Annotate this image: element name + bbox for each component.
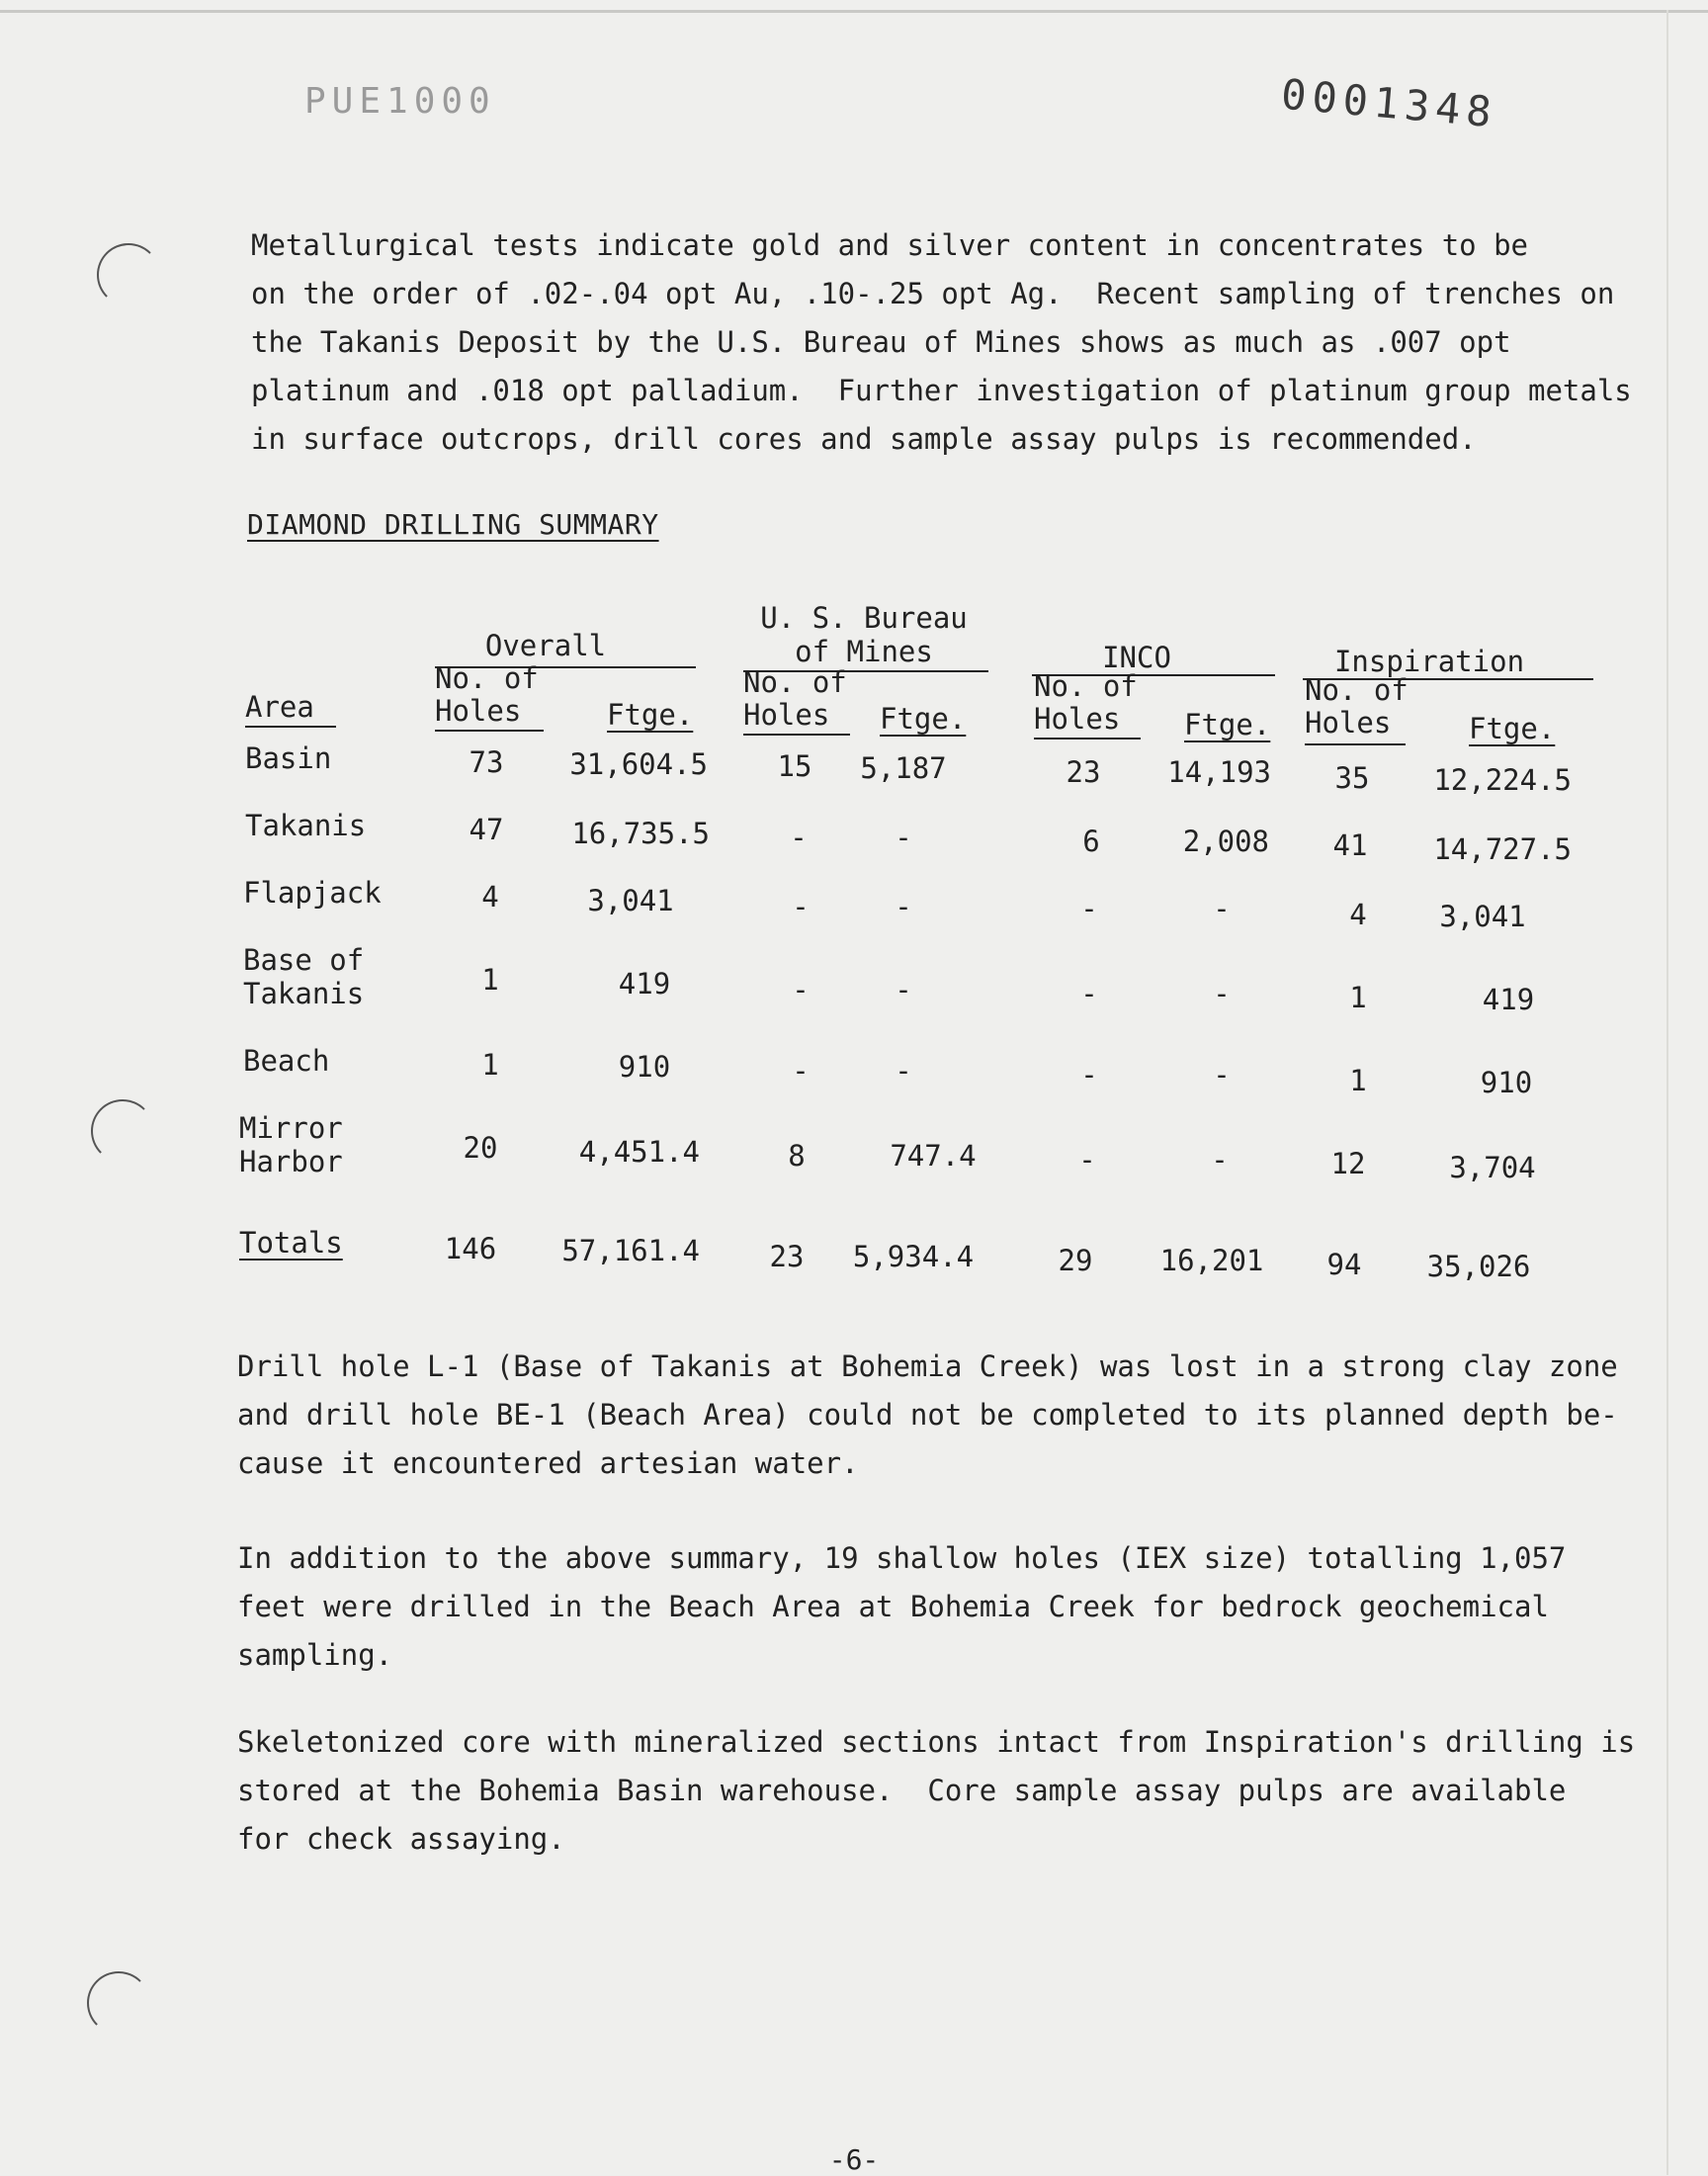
area-cell: Basin xyxy=(245,741,332,775)
area-header-underline xyxy=(245,726,336,728)
punch-hole-middle xyxy=(91,1099,154,1163)
total-cell: 23 xyxy=(769,1240,805,1273)
value-cell: 23 xyxy=(1066,755,1101,789)
value-cell: - xyxy=(790,821,808,854)
value-cell: 1 xyxy=(481,1048,499,1082)
area-header: Area xyxy=(245,690,314,724)
group-header-inco: INCO xyxy=(1102,641,1171,674)
paragraph-line: cause it encountered artesian water. xyxy=(237,1446,859,1480)
value-cell: - xyxy=(895,1054,912,1088)
value-cell: - xyxy=(895,821,912,854)
paragraph-line: and drill hole BE-1 (Beach Area) could not be completed to its planned depth be- xyxy=(237,1398,1618,1432)
value-cell: 1 xyxy=(1349,1064,1367,1097)
page-top-edge xyxy=(0,10,1708,13)
intro-line: Metallurgical tests indicate gold and silver content in concentrates to be xyxy=(251,228,1529,262)
value-cell: 3,704 xyxy=(1449,1151,1536,1184)
holes-header-overall: No. of Holes xyxy=(435,661,539,728)
paragraph-line: In addition to the above summary, 19 shallow holes (IEX size) totalling 1,057 xyxy=(237,1541,1567,1575)
value-cell: 4 xyxy=(481,880,499,914)
paragraph-line: Drill hole L-1 (Base of Takanis at Bohemia Creek) was lost in a strong clay zone xyxy=(237,1349,1618,1383)
total-cell: 35,026 xyxy=(1426,1250,1531,1283)
stamp-right: 0001348 xyxy=(1279,69,1499,137)
page-right-edge xyxy=(1666,10,1668,2175)
holes-header-bureau: No. of Holes xyxy=(743,665,847,732)
stamp-left: PUE1000 xyxy=(304,81,496,122)
value-cell: 41 xyxy=(1332,828,1368,862)
holes-header-inco: No. of Holes xyxy=(1034,669,1138,736)
total-cell: 57,161.4 xyxy=(561,1234,700,1267)
total-cell: 94 xyxy=(1326,1248,1362,1281)
value-cell: - xyxy=(1078,1143,1096,1176)
intro-paragraph xyxy=(251,221,1635,464)
value-cell: 47 xyxy=(469,813,504,846)
value-cell: 747.4 xyxy=(890,1139,977,1173)
ftge-header-overall: Ftge. xyxy=(607,698,694,732)
value-cell: - xyxy=(1080,1058,1098,1091)
area-cell: Mirror Harbor xyxy=(239,1111,343,1178)
value-cell: 73 xyxy=(469,745,504,779)
intro-line: on the order of .02-.04 opt Au, .10-.25 opt Ag. Recent sampling of trenches on xyxy=(251,277,1615,310)
paragraph-line: feet were drilled in the Beach Area at Bohemia Creek for bedrock geochemical xyxy=(237,1590,1549,1623)
value-cell: 3,041 xyxy=(1439,900,1526,933)
value-cell: 2,008 xyxy=(1182,825,1269,858)
intro-line: platinum and .018 opt palladium. Further investigation of platinum group metals xyxy=(251,374,1632,407)
totals-label: Totals xyxy=(239,1226,343,1260)
area-cell: Takanis xyxy=(245,809,367,842)
value-cell: 4 xyxy=(1349,898,1367,931)
value-cell: - xyxy=(895,973,912,1006)
group-header-inspiration: Inspiration xyxy=(1333,645,1525,678)
area-cell: Base of Takanis xyxy=(243,943,365,1010)
holes-header-inco-underline xyxy=(1034,738,1141,740)
value-cell: - xyxy=(1213,892,1231,925)
paragraph-line: for check assaying. xyxy=(237,1822,565,1856)
value-cell: - xyxy=(1080,977,1098,1010)
value-cell: 15 xyxy=(777,749,812,783)
page-number: -6- xyxy=(828,2143,880,2176)
total-cell: 5,934.4 xyxy=(852,1240,975,1273)
ftge-header-bureau: Ftge. xyxy=(880,702,967,736)
value-cell: - xyxy=(1080,892,1098,925)
value-cell: - xyxy=(792,1054,810,1088)
total-cell: 29 xyxy=(1058,1244,1093,1277)
shallow-holes-paragraph xyxy=(237,1534,1621,1680)
drill-hole-paragraph xyxy=(237,1343,1621,1488)
intro-line: the Takanis Deposit by the U.S. Bureau of Mines shows as much as .007 opt xyxy=(251,325,1511,359)
value-cell: 4,451.4 xyxy=(578,1135,700,1169)
area-cell: Beach xyxy=(243,1044,330,1078)
holes-header-overall-underline xyxy=(435,730,544,732)
area-cell: Flapjack xyxy=(243,876,382,910)
value-cell: 6 xyxy=(1082,825,1100,858)
value-cell: - xyxy=(792,973,810,1006)
value-cell: 3,041 xyxy=(587,884,674,917)
total-cell: 16,201 xyxy=(1159,1244,1264,1277)
punch-hole-bottom xyxy=(87,1971,150,2035)
value-cell: - xyxy=(1213,977,1231,1010)
holes-header-inspiration-underline xyxy=(1305,743,1406,745)
group-header-bureau: U. S. Bureau of Mines xyxy=(760,601,968,668)
value-cell: 1 xyxy=(1349,981,1367,1014)
value-cell: 419 xyxy=(1482,983,1535,1016)
value-cell: 14,193 xyxy=(1167,755,1271,789)
paragraph-line: sampling. xyxy=(237,1638,393,1672)
value-cell: 16,735.5 xyxy=(571,817,710,850)
paragraph-line: Skeletonized core with mineralized sections intact from Inspiration's drilling is xyxy=(237,1725,1636,1759)
value-cell: 910 xyxy=(618,1050,671,1084)
value-cell: 910 xyxy=(1480,1066,1533,1099)
ftge-header-inspiration: Ftge. xyxy=(1469,712,1556,745)
holes-header-inspiration: No. of Holes xyxy=(1305,673,1409,740)
total-cell: 146 xyxy=(444,1232,497,1265)
value-cell: 14,727.5 xyxy=(1433,832,1572,866)
section-title: DIAMOND DRILLING SUMMARY xyxy=(247,508,659,541)
value-cell: 1 xyxy=(481,963,499,997)
core-storage-paragraph xyxy=(237,1718,1636,1864)
value-cell: 5,187 xyxy=(860,751,947,785)
value-cell: - xyxy=(792,890,810,923)
value-cell: 12 xyxy=(1330,1147,1366,1180)
ftge-header-inco: Ftge. xyxy=(1184,708,1271,741)
value-cell: - xyxy=(895,890,912,923)
intro-line: in surface outcrops, drill cores and sample assay pulps is recommended. xyxy=(251,422,1477,456)
value-cell: 20 xyxy=(463,1131,498,1165)
group-header-overall: Overall xyxy=(484,629,607,662)
value-cell: - xyxy=(1211,1143,1229,1176)
value-cell: 419 xyxy=(618,967,671,1001)
holes-header-bureau-underline xyxy=(743,734,850,736)
value-cell: 31,604.5 xyxy=(569,747,708,781)
value-cell: - xyxy=(1213,1058,1231,1091)
value-cell: 12,224.5 xyxy=(1433,763,1572,797)
punch-hole-top xyxy=(97,243,160,306)
value-cell: 8 xyxy=(788,1139,806,1173)
value-cell: 35 xyxy=(1334,761,1370,795)
paragraph-line: stored at the Bohemia Basin warehouse. Core sample assay pulps are available xyxy=(237,1774,1567,1807)
